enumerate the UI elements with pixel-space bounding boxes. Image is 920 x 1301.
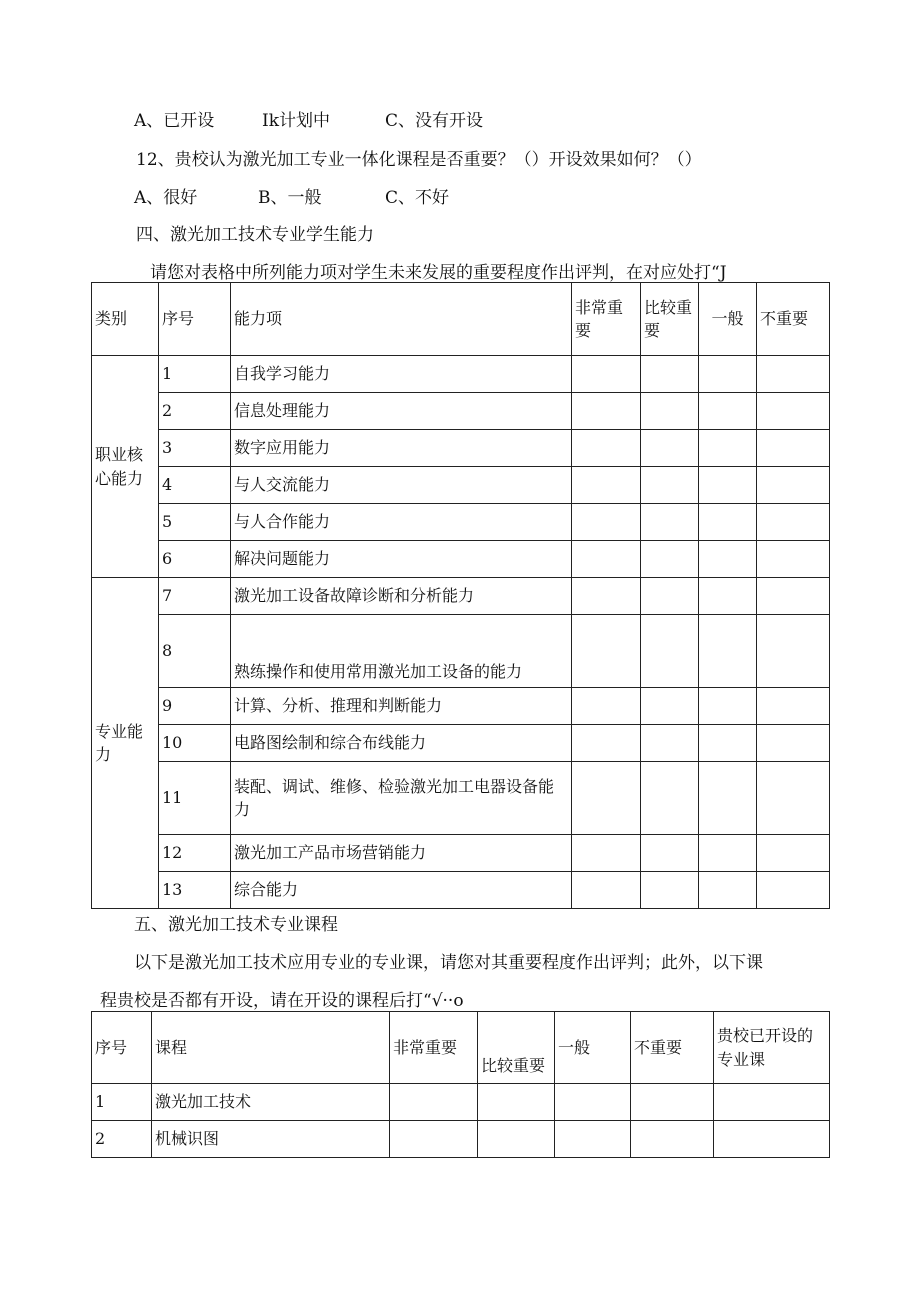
- cell-fairly[interactable]: [641, 430, 699, 467]
- cell-offered[interactable]: [714, 1084, 830, 1121]
- cell-very[interactable]: [572, 504, 641, 541]
- header-fairly-important: 比较重要: [478, 1012, 555, 1084]
- header-normal: 一般: [555, 1012, 631, 1084]
- header-very-important: 非常重要: [572, 283, 641, 356]
- row-item: 激光加工产品市场营销能力: [231, 835, 572, 872]
- table-row: [92, 393, 830, 430]
- row-item: 电路图绘制和综合布线能力: [231, 725, 572, 762]
- table-row: [92, 615, 830, 688]
- cell-very[interactable]: [572, 541, 641, 578]
- row-course: 机械识图: [152, 1121, 390, 1158]
- cell-not[interactable]: [757, 835, 830, 872]
- table-row: [92, 356, 830, 393]
- row-no: 12: [159, 835, 231, 872]
- header-no: 序号: [159, 283, 231, 356]
- row-no: 5: [159, 504, 231, 541]
- row-item: 自我学习能力: [231, 356, 572, 393]
- table-row: [92, 762, 830, 835]
- row-item: 综合能力: [231, 872, 572, 909]
- header-offered-course: 贵校已开设的专业课: [714, 1012, 830, 1084]
- cell-fairly[interactable]: [641, 541, 699, 578]
- cell-very[interactable]: [572, 762, 641, 835]
- table-row: [92, 467, 830, 504]
- q12-option-c: C、不好: [385, 188, 450, 208]
- row-no: 1: [92, 1084, 152, 1121]
- cell-normal[interactable]: [699, 835, 757, 872]
- category-professional-ability: 专业能力: [92, 578, 159, 909]
- cell-fairly[interactable]: [641, 688, 699, 725]
- cell-fairly[interactable]: [478, 1121, 555, 1158]
- cell-very[interactable]: [572, 430, 641, 467]
- header-item: 能力项: [231, 283, 572, 356]
- section4-heading: 四、激光加工技术专业学生能力: [136, 225, 374, 245]
- cell-not[interactable]: [757, 541, 830, 578]
- cell-not[interactable]: [631, 1084, 714, 1121]
- q11-option-b: Ik计划中: [262, 111, 331, 131]
- cell-very[interactable]: [572, 578, 641, 615]
- cell-normal[interactable]: [699, 541, 757, 578]
- cell-not[interactable]: [757, 578, 830, 615]
- cell-not[interactable]: [757, 504, 830, 541]
- cell-very[interactable]: [572, 835, 641, 872]
- cell-fairly[interactable]: [641, 504, 699, 541]
- header-course: 课程: [152, 1012, 390, 1084]
- cell-very[interactable]: [572, 872, 641, 909]
- table-row: [92, 578, 830, 615]
- cell-normal[interactable]: [699, 430, 757, 467]
- row-item: 解决问题能力: [231, 541, 572, 578]
- cell-not[interactable]: [757, 688, 830, 725]
- cell-normal[interactable]: [699, 762, 757, 835]
- row-no: 1: [159, 356, 231, 393]
- cell-normal[interactable]: [699, 504, 757, 541]
- cell-normal[interactable]: [699, 356, 757, 393]
- section5-instruction-line2: 程贵校是否都有开设，请在开设的课程后打“√··o: [100, 991, 464, 1011]
- table-row: [92, 541, 830, 578]
- row-no: 13: [159, 872, 231, 909]
- cell-fairly[interactable]: [641, 615, 699, 688]
- cell-very[interactable]: [572, 393, 641, 430]
- cell-fairly[interactable]: [641, 393, 699, 430]
- cell-normal[interactable]: [699, 615, 757, 688]
- cell-very[interactable]: [572, 356, 641, 393]
- row-item: 计算、分析、推理和判断能力: [231, 688, 572, 725]
- row-no: 2: [159, 393, 231, 430]
- row-no: 8: [159, 615, 231, 688]
- cell-fairly[interactable]: [641, 725, 699, 762]
- category-core-ability: 职业核心能力: [92, 356, 159, 578]
- cell-not[interactable]: [757, 615, 830, 688]
- row-item: 激光加工设备故障诊断和分析能力: [231, 578, 572, 615]
- header-very-important: 非常重要: [390, 1012, 478, 1084]
- row-item: 与人合作能力: [231, 504, 572, 541]
- row-no: 6: [159, 541, 231, 578]
- cell-not[interactable]: [757, 467, 830, 504]
- table-row: [92, 835, 830, 872]
- cell-normal[interactable]: [699, 393, 757, 430]
- q11-option-c: C、没有开设: [385, 111, 484, 131]
- cell-not[interactable]: [757, 356, 830, 393]
- cell-fairly[interactable]: [641, 578, 699, 615]
- section5-heading: 五、激光加工技术专业课程: [134, 915, 338, 935]
- cell-very[interactable]: [390, 1084, 478, 1121]
- table-row: [92, 725, 830, 762]
- cell-not[interactable]: [757, 762, 830, 835]
- row-no: 4: [159, 467, 231, 504]
- cell-fairly[interactable]: [641, 762, 699, 835]
- cell-fairly[interactable]: [641, 467, 699, 504]
- table-row: [92, 688, 830, 725]
- table-row: [92, 430, 830, 467]
- cell-fairly[interactable]: [641, 835, 699, 872]
- q12-question: 12、贵校认为激光加工专业一体化课程是否重要？（）开设效果如何？（）: [136, 150, 702, 170]
- cell-very[interactable]: [572, 725, 641, 762]
- cell-not[interactable]: [757, 725, 830, 762]
- row-no: 3: [159, 430, 231, 467]
- cell-not[interactable]: [757, 393, 830, 430]
- row-item: 信息处理能力: [231, 393, 572, 430]
- ability-table-header: [92, 283, 830, 356]
- cell-very[interactable]: [572, 467, 641, 504]
- header-category: 类别: [92, 283, 159, 356]
- cell-offered[interactable]: [714, 1121, 830, 1158]
- cell-fairly[interactable]: [641, 356, 699, 393]
- row-item: 装配、调试、维修、检验激光加工电器设备能力: [231, 762, 572, 835]
- row-no: 7: [159, 578, 231, 615]
- row-no: 2: [92, 1121, 152, 1158]
- row-no: 9: [159, 688, 231, 725]
- table-row: [92, 1121, 830, 1158]
- cell-very[interactable]: [572, 615, 641, 688]
- row-course: 激光加工技术: [152, 1084, 390, 1121]
- header-no: 序号: [92, 1012, 152, 1084]
- cell-normal[interactable]: [699, 725, 757, 762]
- course-table: [91, 1011, 830, 1158]
- ability-table: [91, 282, 830, 909]
- row-no: 10: [159, 725, 231, 762]
- cell-not[interactable]: [757, 430, 830, 467]
- row-item: 数字应用能力: [231, 430, 572, 467]
- cell-normal[interactable]: [555, 1084, 631, 1121]
- header-not-important: 不重要: [757, 283, 830, 356]
- cell-normal[interactable]: [699, 872, 757, 909]
- header-not-important: 不重要: [631, 1012, 714, 1084]
- cell-not[interactable]: [631, 1121, 714, 1158]
- section5-instruction-line1: 以下是激光加工技术应用专业的专业课，请您对其重要程度作出评判；此外，以下课: [134, 953, 763, 973]
- cell-very[interactable]: [572, 688, 641, 725]
- header-fairly-important: 比较重要: [641, 283, 699, 356]
- cell-normal[interactable]: [699, 467, 757, 504]
- q12-option-b: B、一般: [258, 188, 322, 208]
- cell-normal[interactable]: [699, 688, 757, 725]
- cell-very[interactable]: [390, 1121, 478, 1158]
- header-normal: 一般: [699, 283, 757, 356]
- section4-instruction: 请您对表格中所列能力项对学生未来发展的重要程度作出评判，在对应处打“J: [150, 263, 727, 283]
- q12-option-a: A、很好: [134, 188, 198, 208]
- row-item: 与人交流能力: [231, 467, 572, 504]
- row-item: 熟练操作和使用常用激光加工设备的能力: [231, 615, 572, 688]
- table-row: [92, 1084, 830, 1121]
- q11-option-a: A、已开设: [134, 111, 215, 131]
- table-row: [92, 872, 830, 909]
- cell-not[interactable]: [757, 872, 830, 909]
- table-row: [92, 504, 830, 541]
- cell-normal[interactable]: [699, 578, 757, 615]
- cell-fairly[interactable]: [641, 872, 699, 909]
- cell-normal[interactable]: [555, 1121, 631, 1158]
- cell-fairly[interactable]: [478, 1084, 555, 1121]
- course-table-header: [92, 1012, 830, 1084]
- row-no: 11: [159, 762, 231, 835]
